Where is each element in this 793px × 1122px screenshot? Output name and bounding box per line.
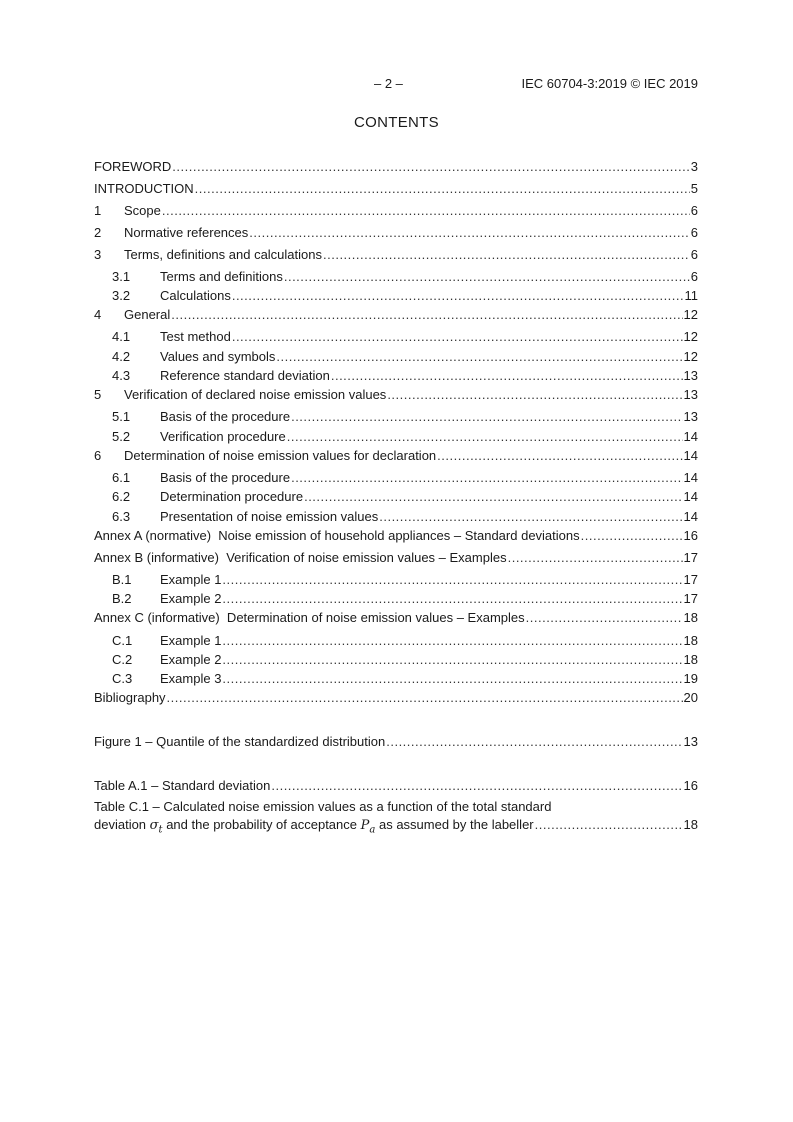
toc-entry-c-3[interactable] [112, 670, 698, 687]
toc-entry-2[interactable] [94, 224, 698, 241]
toc-entry-text: Example 2 [160, 591, 222, 606]
toc-page-number: 18 [683, 610, 698, 625]
toc-leader-dots [167, 689, 683, 706]
toc-page-number: 18 [683, 817, 698, 832]
toc-entry-text: Test method [160, 329, 231, 344]
toc-entry-3-1[interactable] [112, 268, 698, 285]
toc-entry-text: Basis of the procedure [160, 409, 291, 424]
toc-leader-dots [222, 632, 682, 649]
toc-leader-dots [271, 777, 682, 794]
toc-entry-text: General [124, 307, 171, 322]
toc-entry-number: 5 [94, 387, 102, 402]
toc-entry-text: Determination of noise emission values for declaration [124, 448, 437, 463]
toc-leader-dots [535, 816, 683, 834]
toc-entry-text: Determination procedure [160, 489, 304, 504]
toc-entry-5[interactable] [94, 386, 698, 403]
toc-leader-dots [323, 246, 690, 263]
toc-page-number: 13 [683, 368, 698, 383]
toc-entry-number: 4.3 [112, 368, 131, 383]
toc-entry-text: Verification procedure [160, 429, 286, 444]
table-entry-text-line-2 [94, 816, 698, 834]
text-fragment: and the probability of acceptance [166, 817, 358, 832]
toc-entry-number: 6.3 [112, 509, 131, 524]
toc-entry-number: 3 [94, 247, 102, 262]
toc-entry-text: FOREWORD [94, 159, 172, 174]
page-number: – 2 – [374, 76, 403, 91]
toc-page-number: 13 [683, 409, 698, 424]
toc-page-number: 16 [683, 528, 698, 543]
toc-entry-number: 6 [94, 448, 102, 463]
toc-leader-dots [172, 158, 689, 175]
toc-entry-c-2[interactable] [112, 651, 698, 668]
toc-entry-text: Example 1 [160, 572, 222, 587]
toc-leader-dots [222, 571, 682, 588]
table-entry-text [94, 816, 534, 840]
toc-entry-1[interactable] [94, 202, 698, 219]
toc-leader-dots [386, 733, 682, 750]
toc-entry-number: 1 [94, 203, 102, 218]
toc-entry-5-1[interactable] [112, 408, 698, 425]
toc-page-number: 11 [684, 288, 698, 303]
toc-page-number: 6 [690, 269, 698, 284]
toc-page-number: 12 [683, 307, 698, 322]
toc-entry-text: Terms and definitions [160, 269, 283, 284]
toc-entry-text: INTRODUCTION [94, 181, 194, 196]
toc-page-number: 18 [683, 652, 698, 667]
toc-page-number: 6 [690, 225, 698, 240]
toc-page-number: 18 [683, 633, 698, 648]
toc-entry-number: C.2 [112, 652, 133, 667]
figure-entry-text: Figure 1 – Quantile of the standardized distribution [94, 734, 386, 749]
toc-page-number: 5 [690, 181, 698, 196]
toc-entry-number: B.1 [112, 572, 132, 587]
toc-entry-number: 5.2 [112, 429, 131, 444]
toc-page-number: 14 [683, 470, 698, 485]
toc-page-number: 6 [690, 203, 698, 218]
sigma-symbol: $\sigma_t$ [149, 818, 163, 836]
toc-entry-text: Annex A (normative) Noise emission of household appliances – Standard deviations [94, 528, 580, 543]
toc-leader-dots [195, 180, 690, 197]
toc-entry-6-3[interactable] [112, 508, 698, 525]
toc-page-number: 13 [683, 734, 698, 749]
toc-leader-dots [171, 306, 682, 323]
toc-leader-dots [387, 386, 682, 403]
toc-leader-dots [276, 348, 682, 365]
toc-leader-dots [232, 328, 683, 345]
table-entry-text: Table A.1 – Standard deviation [94, 778, 271, 793]
table-entry-text-line-1: Table C.1 – Calculated noise emission values as a function of the total standard [94, 799, 552, 814]
toc-entry-bibliography[interactable] [94, 689, 698, 706]
toc-entry-number: 6.2 [112, 489, 131, 504]
toc-entry-6[interactable] [94, 447, 698, 464]
toc-entry-number: C.3 [112, 671, 133, 686]
toc-entry-b-2[interactable] [112, 590, 698, 607]
toc-leader-dots [291, 408, 682, 425]
toc-entry-text: Basis of the procedure [160, 470, 291, 485]
toc-entry-3-2[interactable] [112, 287, 698, 304]
toc-entry-number: 2 [94, 225, 102, 240]
toc-page-number: 17 [683, 550, 698, 565]
toc-entry-text: Verification of declared noise emission values [124, 387, 387, 402]
toc-entry-3[interactable] [94, 246, 698, 263]
toc-leader-dots [291, 469, 682, 486]
text-fragment: deviation [94, 817, 147, 832]
toc-leader-dots [222, 590, 682, 607]
toc-leader-dots [222, 651, 682, 668]
toc-entry-number: 5.1 [112, 409, 131, 424]
toc-page-number: 19 [683, 671, 698, 686]
toc-entry-text: Example 1 [160, 633, 222, 648]
toc-page-number: 20 [683, 690, 698, 705]
toc-leader-dots [331, 367, 683, 384]
toc-entry-text: Values and symbols [160, 349, 276, 364]
toc-entry-4-1[interactable] [112, 328, 698, 345]
figure-entry-1[interactable] [94, 733, 698, 750]
toc-entry-b-1[interactable] [112, 571, 698, 588]
toc-leader-dots [379, 508, 682, 525]
toc-entry-annex-c[interactable] [94, 609, 698, 626]
toc-page-number: 17 [683, 572, 698, 587]
probability-symbol: $P_a$ [360, 818, 376, 836]
table-entry-a-1[interactable] [94, 777, 698, 794]
toc-entry-4-2[interactable] [112, 348, 698, 365]
toc-page-number: 14 [683, 489, 698, 504]
toc-entry-6-2[interactable] [112, 488, 698, 505]
toc-leader-dots [162, 202, 690, 219]
toc-entry-annex-b[interactable] [94, 549, 698, 566]
toc-page-number: 13 [683, 387, 698, 402]
toc-page-number: 6 [690, 247, 698, 262]
toc-entry-number: B.2 [112, 591, 132, 606]
toc-entry-introduction[interactable] [94, 180, 698, 197]
toc-entry-number: 4.1 [112, 329, 131, 344]
toc-entry-number: 3.2 [112, 288, 131, 303]
toc-entry-text: Example 3 [160, 671, 222, 686]
toc-entry-text: Example 2 [160, 652, 222, 667]
toc-page-number: 16 [683, 778, 698, 793]
toc-entry-number: C.1 [112, 633, 133, 648]
toc-page-number: 14 [683, 509, 698, 524]
toc-entry-number: 4 [94, 307, 102, 322]
toc-leader-dots [249, 224, 689, 241]
toc-leader-dots [526, 609, 683, 626]
toc-entry-6-1[interactable] [112, 469, 698, 486]
toc-entry-text: Presentation of noise emission values [160, 509, 379, 524]
toc-page-number: 12 [683, 329, 698, 344]
toc-entry-number: 4.2 [112, 349, 131, 364]
toc-entry-number: 3.1 [112, 269, 131, 284]
toc-leader-dots [581, 527, 683, 544]
toc-leader-dots [232, 287, 684, 304]
toc-page-number: 14 [683, 429, 698, 444]
toc-page-number: 3 [690, 159, 698, 174]
toc-entry-text: Bibliography [94, 690, 166, 705]
table-entry-c-1[interactable] [94, 798, 698, 834]
toc-page-number: 17 [683, 591, 698, 606]
toc-entry-c-1[interactable] [112, 632, 698, 649]
toc-entry-text: Normative references [124, 225, 249, 240]
toc-entry-text: Annex B (informative) Verification of noise emission values – Examples [94, 550, 507, 565]
toc-leader-dots [284, 268, 690, 285]
toc-entry-text: Calculations [160, 288, 231, 303]
toc-page-number: 14 [683, 448, 698, 463]
text-fragment: as assumed by the labeller [378, 817, 534, 832]
toc-leader-dots [508, 549, 683, 566]
toc-leader-dots [287, 428, 683, 445]
toc-entry-text: Terms, definitions and calculations [124, 247, 322, 262]
document-reference: IEC 60704-3:2019 © IEC 2019 [521, 76, 698, 91]
contents-title: CONTENTS [354, 114, 439, 131]
toc-entry-annex-a[interactable] [94, 527, 698, 544]
toc-entry-4[interactable] [94, 306, 698, 323]
toc-entry-number: 6.1 [112, 470, 131, 485]
toc-leader-dots [304, 488, 682, 505]
toc-entry-text: Annex C (informative) Determination of noise emission values – Examples [94, 610, 525, 625]
page-header [94, 76, 698, 94]
toc-leader-dots [437, 447, 682, 464]
toc-entry-text: Scope [124, 203, 161, 218]
toc-entry-foreword[interactable] [94, 158, 698, 175]
toc-entry-text: Reference standard deviation [160, 368, 330, 383]
toc-leader-dots [222, 670, 682, 687]
toc-page-number: 12 [683, 349, 698, 364]
toc-entry-4-3[interactable] [112, 367, 698, 384]
toc-entry-5-2[interactable] [112, 428, 698, 445]
